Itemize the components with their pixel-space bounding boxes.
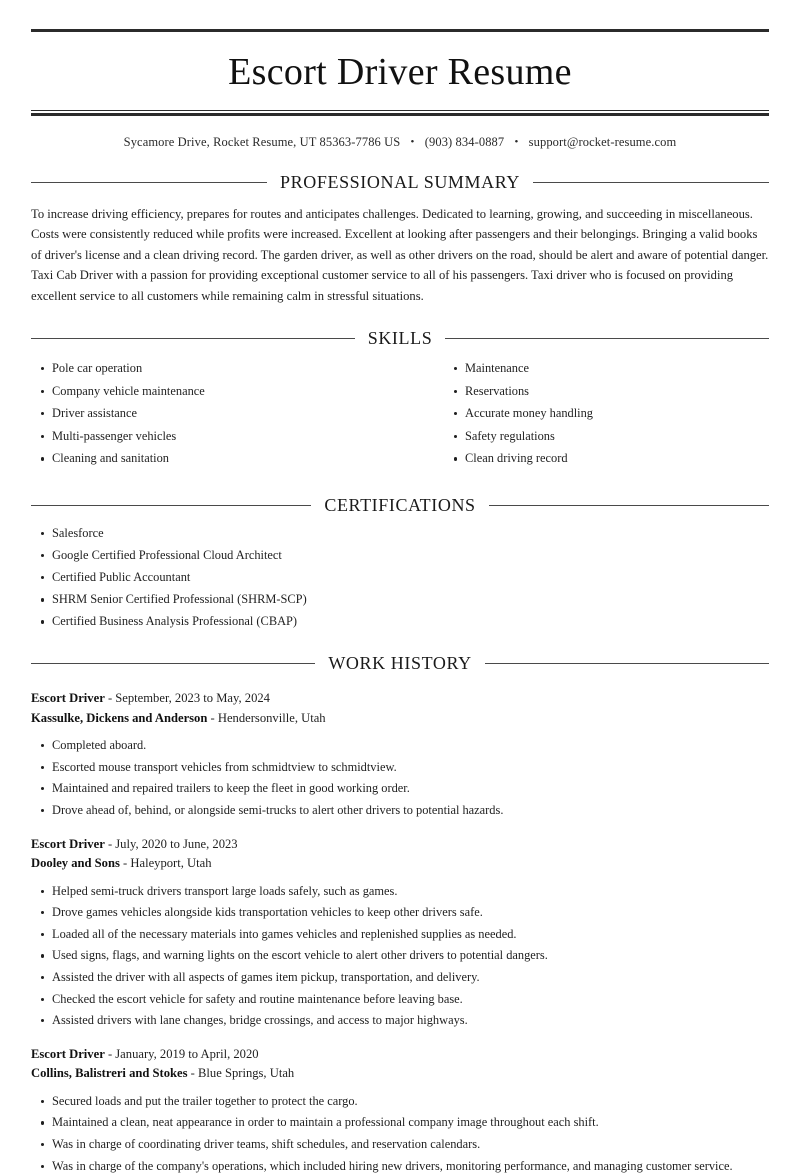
list-item: Certified Business Analysis Professional (CBAP) bbox=[31, 613, 769, 631]
section-rule-right bbox=[489, 505, 769, 506]
list-item: Maintenance bbox=[444, 360, 769, 378]
section-rule-right bbox=[533, 182, 769, 183]
list-item: Cleaning and sanitation bbox=[31, 450, 400, 468]
contact-line bbox=[31, 135, 769, 150]
job-company: Dooley and Sons bbox=[31, 856, 120, 871]
job-company-line bbox=[31, 709, 769, 729]
skills-list-left bbox=[31, 360, 400, 468]
list-item: Drove games vehicles alongside kids transportation vehicles to keep other drivers safe. bbox=[31, 904, 769, 922]
skills-list-right bbox=[444, 360, 769, 468]
job-location: - Hendersonville, Utah bbox=[210, 710, 326, 725]
list-item: Multi-passenger vehicles bbox=[31, 428, 400, 446]
section-header-skills bbox=[31, 328, 769, 349]
list-item: Secured loads and put the trailer together to protect the cargo. bbox=[31, 1093, 769, 1111]
section-rule-left bbox=[31, 338, 355, 339]
list-item: Safety regulations bbox=[444, 428, 769, 446]
header-bottom-rule bbox=[31, 110, 769, 116]
job-title: Escort Driver bbox=[31, 1046, 105, 1061]
job-title: Escort Driver bbox=[31, 836, 105, 851]
list-item: Helped semi-truck drivers transport large loads safely, such as games. bbox=[31, 883, 769, 901]
job-company-line bbox=[31, 854, 769, 874]
job-title-line bbox=[31, 835, 769, 855]
section-title-summary: PROFESSIONAL SUMMARY bbox=[280, 172, 520, 192]
section-title-work-history: WORK HISTORY bbox=[328, 653, 472, 674]
list-item: Used signs, flags, and warning lights on the escort vehicle to alert other drivers to potential dangers. bbox=[31, 947, 769, 965]
work-history-entry bbox=[31, 689, 769, 819]
skills-columns bbox=[31, 351, 769, 473]
job-location: - Haleyport, Utah bbox=[123, 856, 212, 871]
job-location: - Blue Springs, Utah bbox=[190, 1066, 295, 1081]
list-item: Reservations bbox=[444, 383, 769, 401]
job-company: Collins, Balistreri and Stokes bbox=[31, 1066, 188, 1081]
list-item: Loaded all of the necessary materials into games vehicles and replenished supplies as needed. bbox=[31, 926, 769, 944]
section-title-skills: SKILLS bbox=[367, 327, 433, 348]
list-item: Clean driving record bbox=[444, 450, 769, 468]
list-item: Escorted mouse transport vehicles from schmidtview to schmidtview. bbox=[31, 759, 769, 777]
list-item: Assisted drivers with lane changes, bridge crossings, and access to major highways. bbox=[31, 1012, 769, 1030]
list-item: Was in charge of coordinating driver teams, shift schedules, and reservation calendars. bbox=[31, 1136, 769, 1154]
job-title-line bbox=[31, 689, 769, 709]
list-item: Checked the escort vehicle for safety and routine maintenance before leaving base. bbox=[31, 991, 769, 1009]
section-rule-left bbox=[31, 663, 315, 664]
section-rule-right bbox=[485, 663, 769, 664]
list-item: Completed aboard. bbox=[31, 737, 769, 755]
list-item: Company vehicle maintenance bbox=[31, 383, 400, 401]
list-item: Maintained a clean, neat appearance in order to maintain a professional company image throughout each shift. bbox=[31, 1114, 769, 1132]
skills-column-right bbox=[400, 351, 769, 473]
job-bullets bbox=[31, 1093, 769, 1175]
section-rule-left bbox=[31, 505, 311, 506]
list-item: Was in charge of the company's operations, which included hiring new drivers, monitoring performance, and managing customer service. bbox=[31, 1158, 769, 1175]
list-item: SHRM Senior Certified Professional (SHRM-SCP) bbox=[31, 591, 769, 609]
contact-phone: (903) 834-0887 bbox=[424, 135, 505, 149]
list-item: Assisted the driver with all aspects of games item pickup, transportation, and delivery. bbox=[31, 969, 769, 987]
list-item: Salesforce bbox=[31, 525, 769, 543]
section-header-work-history bbox=[31, 653, 769, 674]
job-title-line bbox=[31, 1045, 769, 1065]
work-history-entry bbox=[31, 1045, 769, 1175]
job-dates: - July, 2020 to June, 2023 bbox=[107, 836, 238, 851]
job-dates: - January, 2019 to April, 2020 bbox=[107, 1046, 259, 1061]
job-bullets bbox=[31, 883, 769, 1030]
list-item: Accurate money handling bbox=[444, 405, 769, 423]
job-company-line bbox=[31, 1064, 769, 1084]
list-item: Drove ahead of, behind, or alongside semi-trucks to alert other drivers to potential hazards. bbox=[31, 802, 769, 820]
contact-email: support@rocket-resume.com bbox=[528, 135, 677, 149]
resume-page bbox=[0, 29, 800, 1173]
job-company: Kassulke, Dickens and Anderson bbox=[31, 710, 208, 725]
section-header-certifications bbox=[31, 495, 769, 516]
skills-column-left bbox=[31, 351, 400, 473]
list-item: Certified Public Accountant bbox=[31, 569, 769, 587]
job-dates: - September, 2023 to May, 2024 bbox=[107, 691, 270, 706]
contact-separator-1: • bbox=[410, 136, 415, 148]
job-bullets bbox=[31, 737, 769, 819]
work-history-entry bbox=[31, 835, 769, 1030]
list-item: Pole car operation bbox=[31, 360, 400, 378]
certifications-list bbox=[31, 525, 769, 631]
section-header-summary bbox=[31, 172, 769, 193]
section-title-certifications: CERTIFICATIONS bbox=[324, 495, 476, 515]
list-item: Maintained and repaired trailers to keep the fleet in good working order. bbox=[31, 780, 769, 798]
job-title: Escort Driver bbox=[31, 691, 105, 706]
page-title: Escort Driver Resume bbox=[228, 51, 572, 93]
contact-address: Sycamore Drive, Rocket Resume, UT 85363-7786 US bbox=[123, 135, 401, 149]
list-item: Driver assistance bbox=[31, 405, 400, 423]
section-rule-right bbox=[445, 338, 769, 339]
summary-text: To increase driving efficiency, prepares for routes and anticipates challenges. Dedicated to learning, growing, and succeeding in miscellaneous. Costs were consistently reduced while profits were increased. Excellent at looking after passengers and their belongings. Bringing a valid books of driver's license and a clean driving record. The garden driver, as well as other drivers on the road, should be alert and aware of potential danger. Taxi Cab Driver with a passion for providing exceptional customer service to all of his passengers. Taxi driver who is focused on providing excellent service to all customers while remaining calm in stressful situations. bbox=[31, 207, 769, 303]
contact-separator-2: • bbox=[514, 136, 519, 148]
list-item: Google Certified Professional Cloud Architect bbox=[31, 547, 769, 565]
header-top-rule bbox=[31, 29, 769, 32]
section-rule-left bbox=[31, 182, 267, 183]
